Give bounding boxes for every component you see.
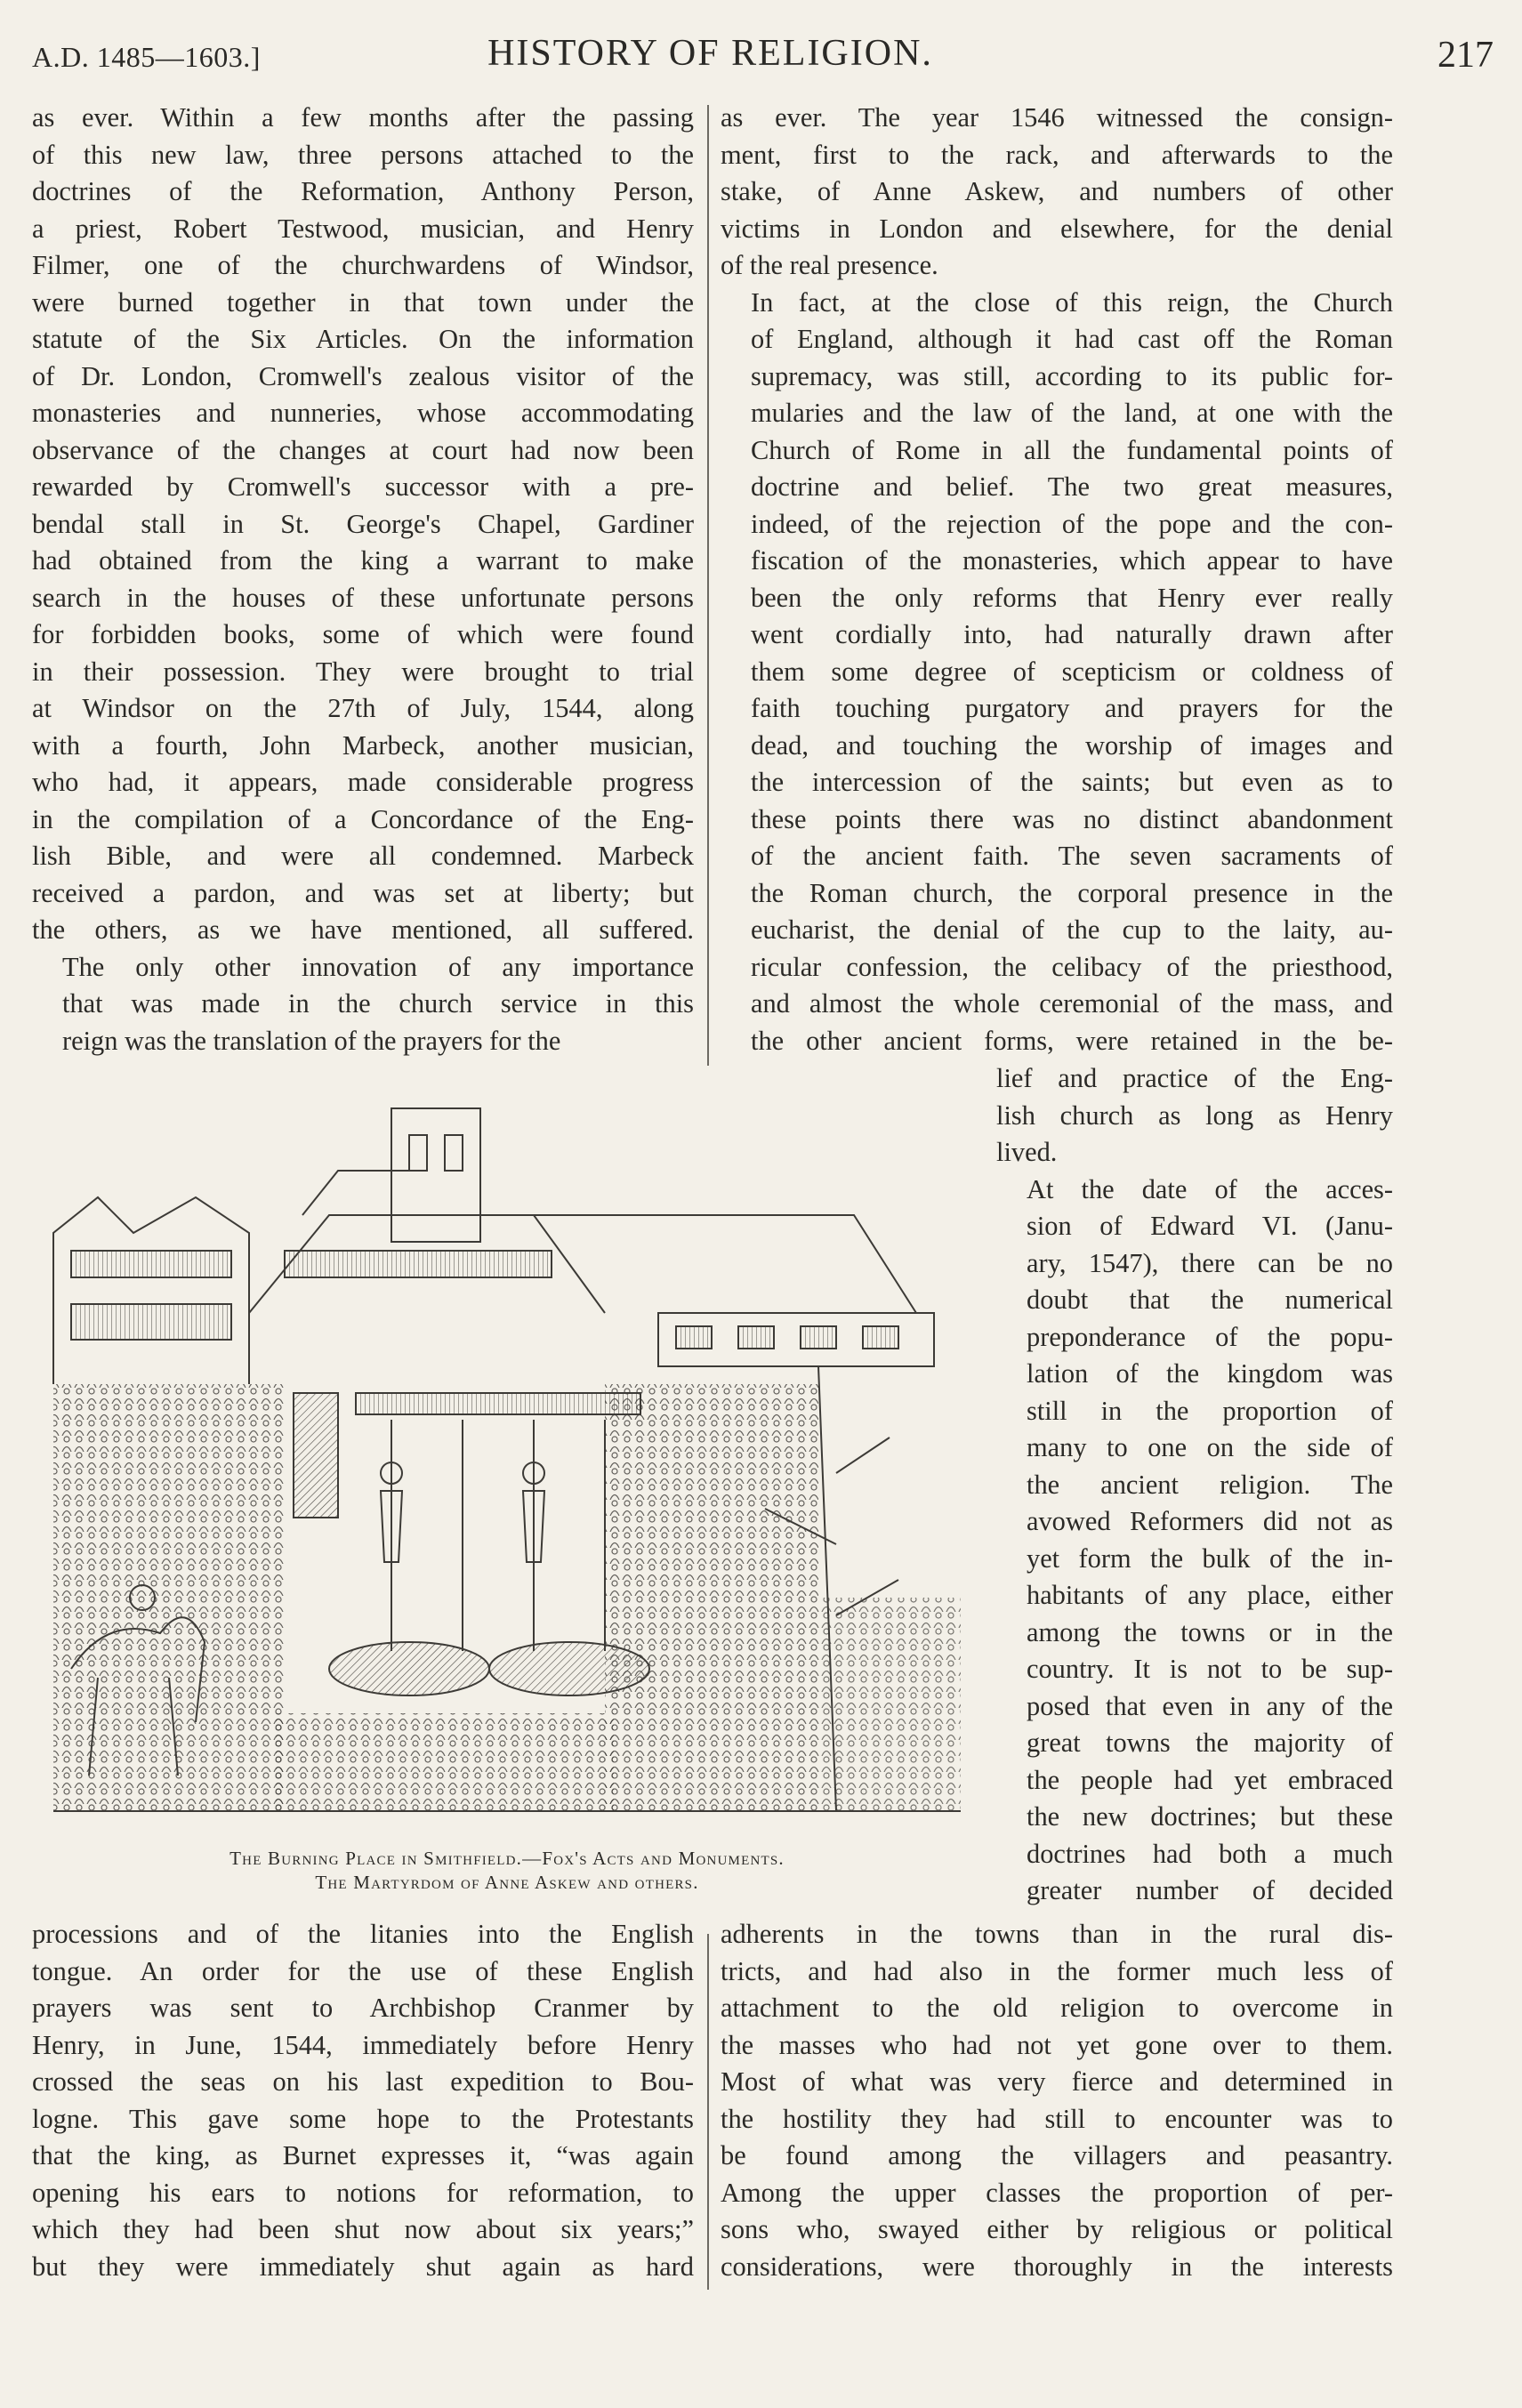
text-line: Church of Rome in all the fundamental points of (751, 434, 1393, 465)
column-right-wrap (996, 1060, 1393, 1910)
text-line: doctrines of the Reformation, Anthony Person, (32, 176, 694, 206)
text-line: bendal stall in St. George's Chapel, Gardiner (32, 508, 694, 539)
paragraph (32, 100, 694, 949)
text-line: adherents in the towns than in the rural dis- (721, 1919, 1393, 1949)
header-title: HISTORY OF RELIGION. (487, 33, 933, 74)
text-line: the ancient religion. The (1027, 1469, 1393, 1500)
text-line: attachment to the old religion to overcome in (721, 1993, 1393, 2023)
text-line: observance of the changes at court had now been (32, 434, 694, 465)
text-line: the people had yet embraced (1027, 1764, 1393, 1795)
text-line: tongue. An order for the use of these English (32, 1955, 694, 1986)
text-line: rewarded by Cromwell's successor with a pre- (32, 471, 694, 502)
column-top-left (32, 100, 694, 1059)
paragraph (996, 1060, 1393, 1172)
text-line: lish Bible, and were all condemned. Marbeck (32, 841, 694, 871)
text-line: opening his ears to notions for reformation, to (32, 2177, 694, 2208)
text-line: tricts, and had also in the former much less of (721, 1955, 1393, 1986)
text-line: crossed the seas on his last expedition to Bou- (32, 2066, 694, 2097)
text-line: the Roman church, the corporal presence in the (751, 877, 1393, 908)
text-line: mularies and the law of the land, at one with the (751, 398, 1393, 428)
text-line: for forbidden books, some of which were found (32, 619, 694, 649)
text-line: but they were immediately shut again as hard (32, 2251, 694, 2282)
text-line: in their possession. They were brought to trial (32, 656, 694, 687)
text-line: yet form the bulk of the in- (1027, 1542, 1393, 1574)
text-line: indeed, of the rejection of the pope and the con- (751, 508, 1393, 539)
paragraph (996, 1172, 1393, 1910)
text-line: that the king, as Burnet expresses it, “was again (32, 2140, 694, 2170)
text-line: with a fourth, John Marbeck, another musician, (32, 729, 694, 761)
text-line: processions and of the litanies into the English (32, 1919, 694, 1949)
running-header (32, 32, 1494, 82)
caption-line: The Burning Place in Smithfield.—Fox's Acts and Monuments. (230, 1848, 785, 1869)
text-line: who had, it appears, made considerable progress (32, 767, 694, 797)
text-line: greater number of decided (1027, 1875, 1393, 1905)
text-line: Among the upper classes the proportion of per- (721, 2177, 1393, 2208)
text-line: ricular confession, the celibacy of the priesthood, (751, 951, 1393, 982)
text-line: many to one on the side of (1027, 1432, 1393, 1462)
text-line: ment, first to the rack, and afterwards to the (721, 139, 1393, 170)
text-line: of Dr. London, Cromwell's zealous visitor of the (32, 360, 694, 391)
text-line: statute of the Six Articles. On the information (32, 324, 694, 354)
text-line: search in the houses of these unfortunate persons (32, 582, 694, 613)
text-line: still in the proportion of (1027, 1395, 1393, 1426)
paragraph (32, 949, 694, 1060)
column-bottom-right (721, 1916, 1393, 2285)
text-line: great towns the majority of (1027, 1727, 1393, 1758)
text-line: the others, as we have mentioned, all suffered. (32, 914, 694, 945)
text-line: country. It is not to be sup- (1027, 1654, 1393, 1684)
text-line: be found among the villagers and peasantry. (721, 2140, 1393, 2170)
caption-line: The Martyrdom of Anne Askew and others. (315, 1872, 699, 1893)
text-line: them some degree of scepticism or coldness of (751, 656, 1393, 687)
paragraph (721, 100, 1393, 285)
column-bottom-left (32, 1916, 694, 2285)
text-line: had obtained from the king a warrant to make (32, 545, 694, 576)
text-line: received a pardon, and was set at liberty; but (32, 877, 694, 908)
text-line: of England, although it had cast off the Roman (751, 324, 1393, 354)
text-line: Henry, in June, 1544, immediately before Henry (32, 2029, 694, 2060)
text-line: posed that even in any of the (1027, 1690, 1393, 1721)
text-line: lived. (996, 1137, 1058, 1167)
text-line: ary, 1547), there can be no (1027, 1247, 1393, 1278)
column-divider-bottom (707, 1934, 709, 2290)
text-line: lief and practice of the Eng- (996, 1063, 1393, 1093)
text-line: of the real presence. (721, 250, 938, 280)
text-line: been the only reforms that Henry ever really (751, 582, 1393, 613)
paragraph (32, 1916, 694, 2285)
text-line: avowed Reformers did not as (1027, 1506, 1393, 1536)
text-line: which they had been shut now about six years;” (32, 2214, 694, 2244)
text-line: doctrines had both a much (1027, 1838, 1393, 1869)
engraving-illustration (36, 1099, 978, 1834)
text-line: The only other innovation of any importance (62, 951, 694, 982)
text-line: were burned together in that town under the (32, 286, 694, 318)
text-line: prayers was sent to Archbishop Cranmer by (32, 1993, 694, 2023)
page-number: 217 (1437, 35, 1494, 76)
text-line: supremacy, was still, according to its public for- (751, 360, 1393, 391)
text-line: preponderance of the popu- (1027, 1321, 1393, 1352)
text-line: Most of what was very fierce and determined in (721, 2066, 1393, 2097)
text-line: Filmer, one of the churchwardens of Windsor, (32, 250, 694, 280)
text-line: the new doctrines; but these (1027, 1801, 1393, 1832)
text-line: of this new law, three persons attached to the (32, 139, 694, 170)
text-line: the intercession of the saints; but even as to (751, 767, 1393, 797)
paragraph (721, 1916, 1393, 2285)
text-line: these points there was no distinct abandonment (751, 803, 1393, 834)
text-line: among the towns or in the (1027, 1616, 1393, 1647)
text-line: the hostility they had still to encounter was to (721, 2103, 1393, 2134)
text-line: doctrine and belief. The two great measures, (751, 471, 1393, 502)
text-line: dead, and touching the worship of images and (751, 729, 1393, 761)
text-line: considerations, were thoroughly in the interests (721, 2251, 1393, 2282)
text-line: sion of Edward VI. (Janu- (1027, 1211, 1393, 1241)
text-line: as ever. Within a few months after the passing (32, 102, 694, 133)
text-line: habitants of any place, either (1027, 1580, 1393, 1610)
text-line: monasteries and nunneries, whose accommodating (32, 398, 694, 428)
text-line: eucharist, the denial of the cup to the laity, au- (751, 914, 1393, 945)
text-line: at Windsor on the 27th of July, 1544, along (32, 693, 694, 723)
text-line: that was made in the church service in this (62, 988, 694, 1019)
text-line: reign was the translation of the prayers for the (62, 1025, 561, 1056)
text-line: a priest, Robert Testwood, musician, and Henry (32, 213, 694, 244)
text-line: the other ancient forms, were retained in the be- (751, 1025, 1393, 1056)
text-line: the masses who had not yet gone over to them. (721, 2029, 1393, 2060)
text-line: fiscation of the monasteries, which appear to have (751, 545, 1393, 576)
column-divider-top (707, 105, 709, 1066)
figure-caption (36, 1847, 978, 1895)
text-line: doubt that the numerical (1027, 1285, 1393, 1315)
column-top-right (721, 100, 1393, 1059)
text-line: as ever. The year 1546 witnessed the consign- (721, 102, 1393, 133)
text-line: In fact, at the close of this reign, the Church (751, 286, 1393, 318)
text-line: went cordially into, had naturally drawn after (751, 619, 1393, 649)
text-line: At the date of the acces- (1027, 1173, 1393, 1204)
header-date-range: A.D. 1485—1603.] (32, 41, 261, 73)
text-line: sons who, swayed either by religious or political (721, 2214, 1393, 2244)
text-line: logne. This gave some hope to the Protestants (32, 2103, 694, 2134)
text-line: in the compilation of a Concordance of the Eng- (32, 803, 694, 834)
paragraph (721, 285, 1393, 1060)
text-line: stake, of Anne Askew, and numbers of other (721, 176, 1393, 206)
text-line: lish church as long as Henry (996, 1099, 1393, 1131)
text-line: of the ancient faith. The seven sacraments of (751, 841, 1393, 871)
text-line: victims in London and elsewhere, for the denial (721, 213, 1393, 244)
text-line: faith touching purgatory and prayers for the (751, 693, 1393, 723)
text-line: lation of the kingdom was (1027, 1358, 1393, 1389)
text-line: and almost the whole ceremonial of the mass, and (751, 988, 1393, 1019)
